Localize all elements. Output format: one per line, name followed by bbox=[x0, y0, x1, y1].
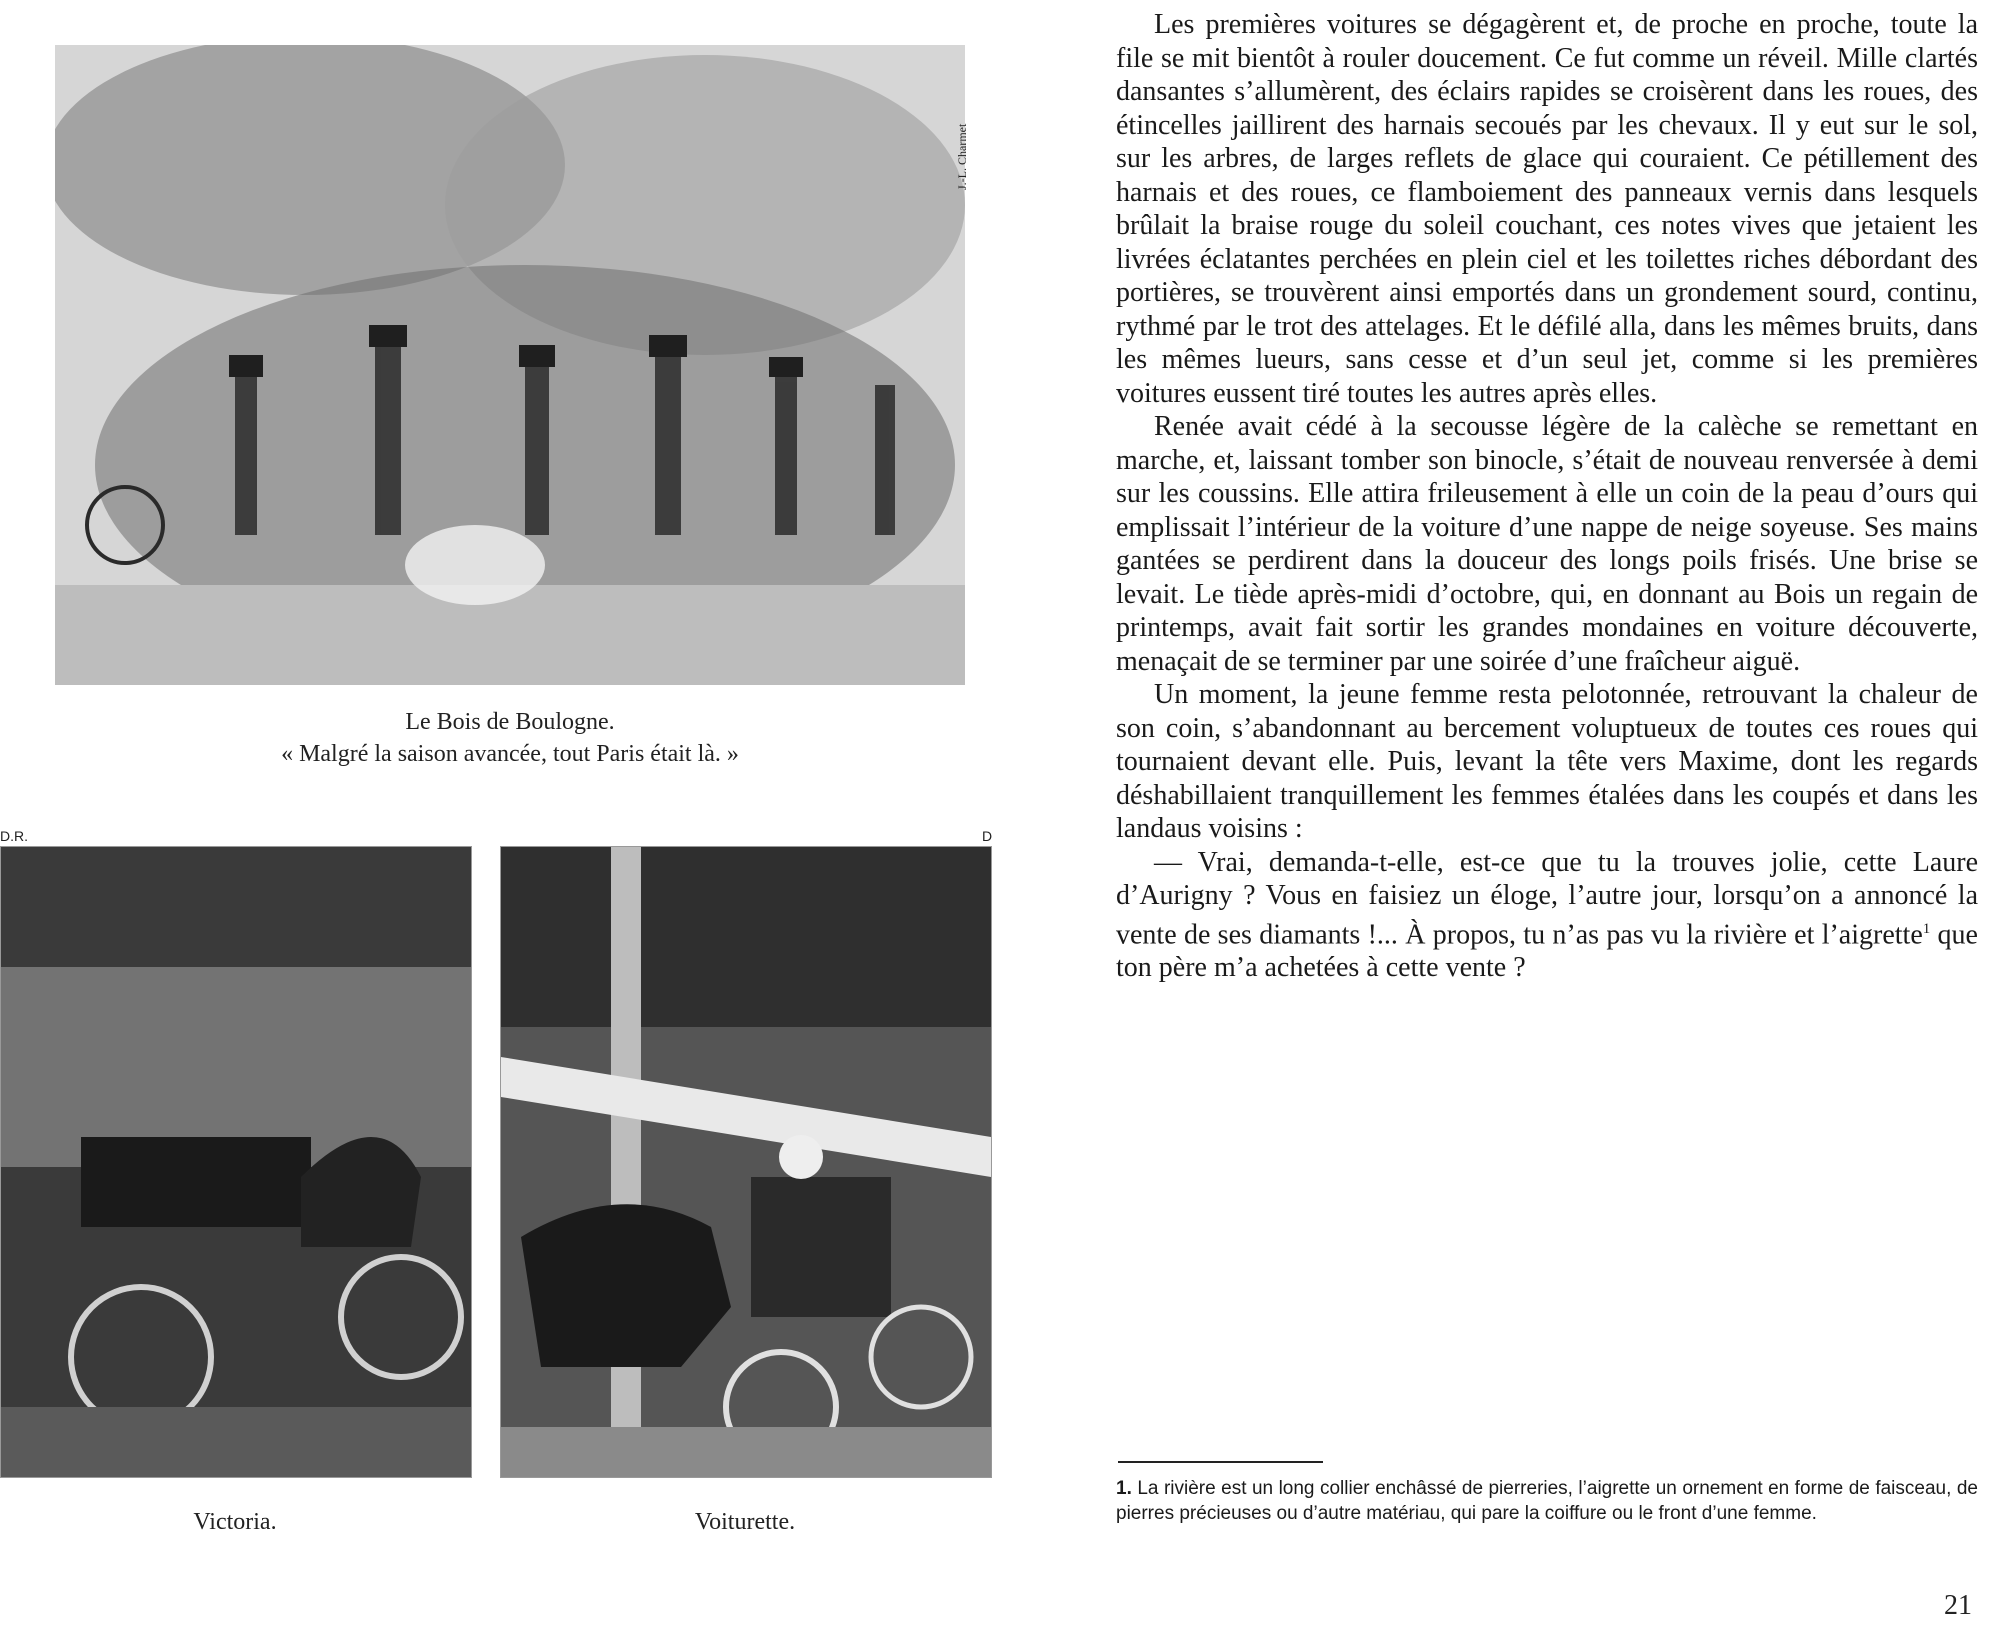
credit-d: D bbox=[982, 828, 993, 844]
victoria-illustration bbox=[1, 847, 471, 1477]
caption-victoria: Victoria. bbox=[193, 1509, 277, 1535]
caption-bois-line2: « Malgré la saison avancée, tout Paris était là. » bbox=[281, 741, 739, 767]
main-text-column bbox=[1116, 8, 1978, 985]
caption-bois-line1: Le Bois de Boulogne. bbox=[405, 709, 615, 735]
photo-victoria bbox=[0, 846, 472, 1478]
footnote-divider bbox=[1118, 1461, 1323, 1463]
paragraph: Renée avait cédé à la secousse légère de la calèche se remettant en marche, et, laissant tomber son binocle, s’était de nouveau renversée à demi sur les coussins. Elle attira frileusement à elle un coin de la peau d’ours qui emplissait l’intérieur de la voiture d’une nappe de neige soyeuse. Ses mains gantées se perdirent dans la douceur des longs poils frisés. Une brise se levait. Le tiède après-midi d’octobre, qui, en donnant au Bois un regain de printemps, avait fait sortir les grandes mondaines en voiture découverte, menaçait de se terminer par une soirée d’une fraîcheur aiguë. bbox=[1116, 411, 1978, 677]
paragraph: Les premières voitures se dégagèrent et, de proche en proche, toute la file se mit bientôt à rouler doucement. Ce fut comme un réveil. Mille clartés dansantes s’allumèrent, des éclairs rapides se croisèrent dans les roues, des étincelles jaillirent des harnais secoués par les chevaux. Il y eut sur le sol, sur les arbres, de larges reflets de glace qui couraient. Ce pétillement des harnais et des roues, ce flamboiement des panneaux vernis dans lesquels brûlait la braise rouge du soleil couchant, ces notes vives que jetaient les livrées éclatantes perchées en plein ciel et les toilettes riches débordant des portières, se trouvèrent ainsi emportés dans un grondement sourd, continu, rythmé par le trot des attelages. Et le défilé alla, dans les mêmes bruits, dans les mêmes lueurs, sans cesse et d’un seul jet, comme si les premières voitures eussent tiré toutes les autres après elles. bbox=[1116, 9, 1978, 409]
voiturette-illustration bbox=[501, 847, 991, 1477]
footnote-number: 1. bbox=[1116, 1478, 1132, 1499]
engraving-bois-de-boulogne bbox=[55, 45, 965, 685]
page-number: 21 bbox=[1944, 1590, 1972, 1621]
photo-voiturette bbox=[500, 846, 992, 1478]
engraving-illustration bbox=[55, 45, 965, 685]
footnote-reference[interactable]: 1 bbox=[1922, 920, 1931, 937]
credit-charmet: J.-L. Charmet bbox=[955, 123, 969, 190]
footnote bbox=[1116, 1476, 1978, 1526]
caption-voiturette: Voiturette. bbox=[694, 1509, 796, 1535]
credit-dr: D.R. bbox=[0, 828, 28, 844]
footnote-text: La rivière est un long collier enchâssé de pierreries, l’aigrette un ornement en forme de faisceau, de pierres précieuses ou d’autre matériau, qui pare la coiffure ou le front d’une femme. bbox=[1116, 1478, 1978, 1524]
paragraph: Un moment, la jeune femme resta pelotonnée, retrouvant la chaleur de son coin, s’abandonnant au bercement voluptueux de toutes ces roues qui tournaient devant elle. Puis, levant la tête vers Maxime, dont les regards déshabillaient tranquillement les femmes étalées dans les coupés et dans les landaus voisins : bbox=[1116, 679, 1978, 844]
paragraph-with-footnote bbox=[1116, 846, 1978, 985]
paragraph-text-end: que ton père m’a achetées à cette vente ? bbox=[1116, 918, 1978, 984]
paragraph-text: — Vrai, demanda-t-elle, est-ce que tu la trouves jolie, cette Laure d’Aurigny ? Vous en faisiez un éloge, l’autre jour, lorsqu’on a annoncé la vente de ses diamants !... À propos, tu n’as pas vu la rivière et l’aigrette bbox=[1116, 846, 1978, 950]
